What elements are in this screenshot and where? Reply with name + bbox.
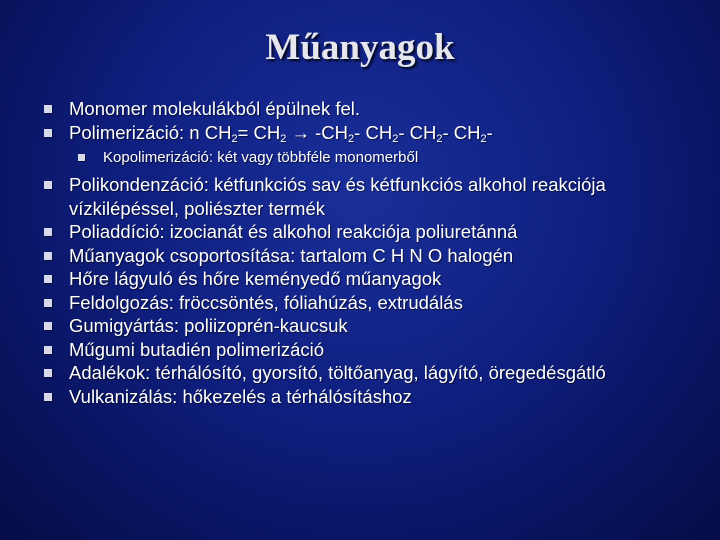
bullet-text: Műgumi butadién polimerizáció	[69, 338, 325, 360]
bullet-text: Polikondenzáció: kétfunkciós sav és kétfunkciós alkohol reakciója vízkilépéssel, poliészter termék	[69, 174, 606, 219]
bullet-item	[44, 173, 694, 220]
bullet-text: Hőre lágyuló és hőre keményedő műanyagok	[69, 268, 442, 289]
square-bullet-icon	[44, 393, 52, 401]
square-bullet-icon	[44, 369, 52, 377]
square-bullet-icon	[78, 154, 85, 161]
bullet-text-formula: Polimerizáció: n $CH_2= CH_2 \to -CH_2-$ $CH_2-$ $CH_2-$ $CH_2-$	[69, 121, 493, 145]
square-bullet-icon	[44, 228, 52, 236]
bullet-text: Feldolgozás: fröccsöntés, fóliahúzás, extrudálás	[69, 291, 463, 313]
bullet-item	[44, 121, 694, 145]
bullet-list	[44, 97, 694, 408]
bullet-item	[44, 291, 694, 315]
bullet-item	[44, 314, 694, 338]
square-bullet-icon	[44, 346, 52, 354]
square-bullet-icon	[44, 181, 52, 189]
bullet-item	[44, 361, 694, 385]
square-bullet-icon	[44, 322, 52, 330]
bullet-text: Poliaddíció: izocianát és alkohol reakciója poliuretánná	[69, 221, 518, 242]
bullet-item	[44, 220, 694, 244]
square-bullet-icon	[44, 105, 52, 113]
bullet-item	[44, 244, 694, 268]
bullet-text: Gumigyártás: poliizoprén-kaucsuk	[69, 315, 348, 336]
bullet-item	[44, 385, 694, 409]
bullet-item	[44, 97, 694, 121]
bullet-item	[44, 267, 694, 291]
square-bullet-icon	[44, 129, 52, 137]
square-bullet-icon	[44, 299, 52, 307]
square-bullet-icon	[44, 275, 52, 283]
sub-bullet-item	[44, 147, 694, 169]
bullet-text: Adalékok: térhálósító, gyorsító, töltőanyag, lágyító, öregedésgátló	[69, 362, 606, 383]
bullet-text: Monomer molekulákból épülnek fel.	[69, 98, 361, 119]
square-bullet-icon	[44, 252, 52, 260]
slide-title: Műanyagok	[265, 27, 455, 68]
bullet-item	[44, 338, 694, 362]
bullet-text: Vulkanizálás: hőkezelés a térhálósításhoz	[69, 385, 412, 407]
bullet-text: Műanyagok csoportosítása: tartalom C H N O halogén	[69, 244, 514, 266]
bullet-text: Kopolimerizáció: két vagy többféle monomerből	[103, 149, 419, 166]
